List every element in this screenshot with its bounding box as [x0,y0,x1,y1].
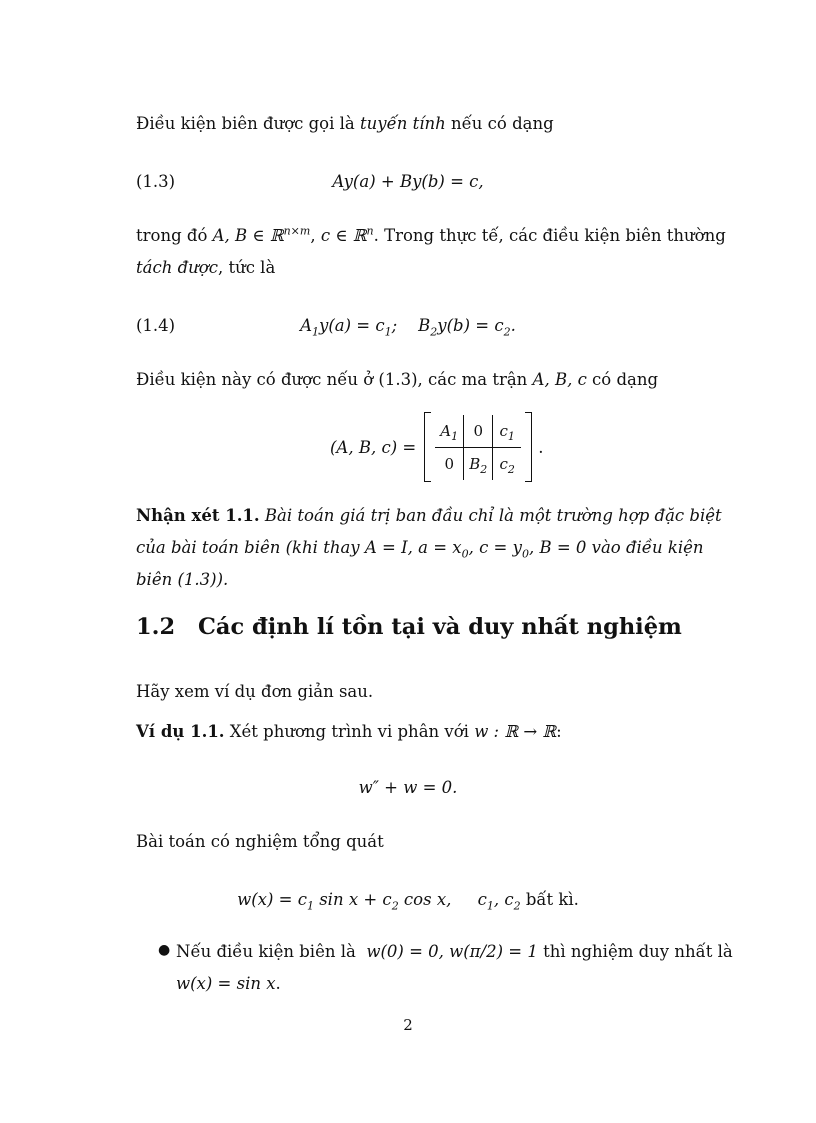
text: : [556,722,562,741]
math: A, B, c [532,370,587,389]
matrix-cell: $c_2$ [499,454,515,476]
bullet-item [176,936,740,1000]
remark-1-1 [136,500,740,596]
section-number: 1.2 [136,614,176,640]
matrix-cell: $c_1$ [493,415,522,448]
term-linear: tuyến tính [360,114,446,133]
math-sub: 1 [486,899,494,913]
math: sin x + c [313,890,392,909]
text: nếu có dạng [445,114,554,133]
math: A [300,316,313,335]
example-label: Ví dụ 1.1. [136,722,225,741]
math: w(0) = 0, w(π/2) = 1 [366,942,538,961]
text: Điều kiện biên được gọi là [136,114,360,133]
text: . Trong thực tế, các điều kiện biên thường [373,226,726,245]
equation-general-solution [0,888,816,912]
math: ; B [391,316,431,335]
math: , c = y [468,538,522,557]
math-sub: 0 [521,547,529,561]
text: thì nghiệm duy nhất là [537,942,733,961]
remark-text: Bài toán giá trị ban đầu chỉ là một trường hợp đặc biệt của bài toán biên (khi thay [136,506,722,557]
math-sub: 1 [312,325,320,339]
text: trong đó [136,226,213,245]
text: Xét phương trình vi phân với [224,722,475,741]
math: c ∈ ℝ [320,226,367,245]
matrix-period: . [538,437,544,457]
text: Nếu điều kiện biên là [176,942,367,961]
math-sub: 2 [430,325,438,339]
block-matrix-equation [330,412,543,482]
matrix-cell: $B_2$ [464,447,493,480]
math: y(a) = c [319,316,385,335]
math-sub: 2 [513,899,521,913]
section-heading [136,610,682,644]
math: w(x) = sin x [176,974,276,993]
text: , tức là [217,258,276,277]
text: có dạng [586,370,659,389]
paragraph-matrix-form [136,364,740,396]
math: y(b) = c [437,316,504,335]
equation-1-4 [0,314,816,338]
math-sub: 2 [391,899,399,913]
text: , [310,226,321,245]
example-1-1 [136,716,740,748]
math: A, B ∈ ℝ [212,226,284,245]
equation-ode: w″ + w = 0. [358,778,458,797]
math: w(x) = c [237,890,307,909]
section-title: Các định lí tồn tại và duy nhất nghiệm [198,614,682,640]
text: . [275,974,281,993]
paragraph-general-solution: Bài toán có nghiệm tổng quát [136,832,384,851]
matrix-cell: $A_1$ [435,415,464,448]
paragraph-linear-condition [136,108,740,140]
left-bracket [424,412,431,482]
math: A = I, a = x [364,538,462,557]
math-sub: 1 [384,325,392,339]
math: w : ℝ → ℝ [474,722,557,741]
remark-label: Nhận xét 1.1. [136,506,260,525]
term-separable: tách được [136,258,218,277]
page-number: 2 [403,1016,413,1034]
math-sup: n [366,224,374,238]
block-matrix [435,415,521,480]
text: Điều kiện này có được nếu ở (1.3), các ma trận [136,370,533,389]
math: cos x, c [398,890,487,909]
remark-text: vào điều kiện biên (1.3)). [136,538,704,589]
math: . [510,316,516,335]
math-sub: 2 [503,325,511,339]
bullet-icon: ● [158,942,171,958]
math-sub: 0 [461,547,469,561]
equation-number-1-4: (1.4) [136,316,176,335]
paragraph-intro-example: Hãy xem ví dụ đơn giản sau. [136,682,374,701]
paragraph-separable [136,220,740,284]
equation-number-1-3: (1.3) [136,172,176,191]
math: , B = 0 [528,538,587,557]
matrix-lhs: (A, B, c) = [330,437,417,457]
math: , c [493,890,514,909]
matrix-cell: 0 [435,447,464,480]
matrix-cell: 0 [464,415,493,448]
math-sup: n×m [283,224,311,238]
equation-1-3: Ay(a) + By(b) = c, [332,172,484,191]
right-bracket [525,412,532,482]
text: bất kì. [520,890,579,909]
math-sub: 1 [306,899,314,913]
